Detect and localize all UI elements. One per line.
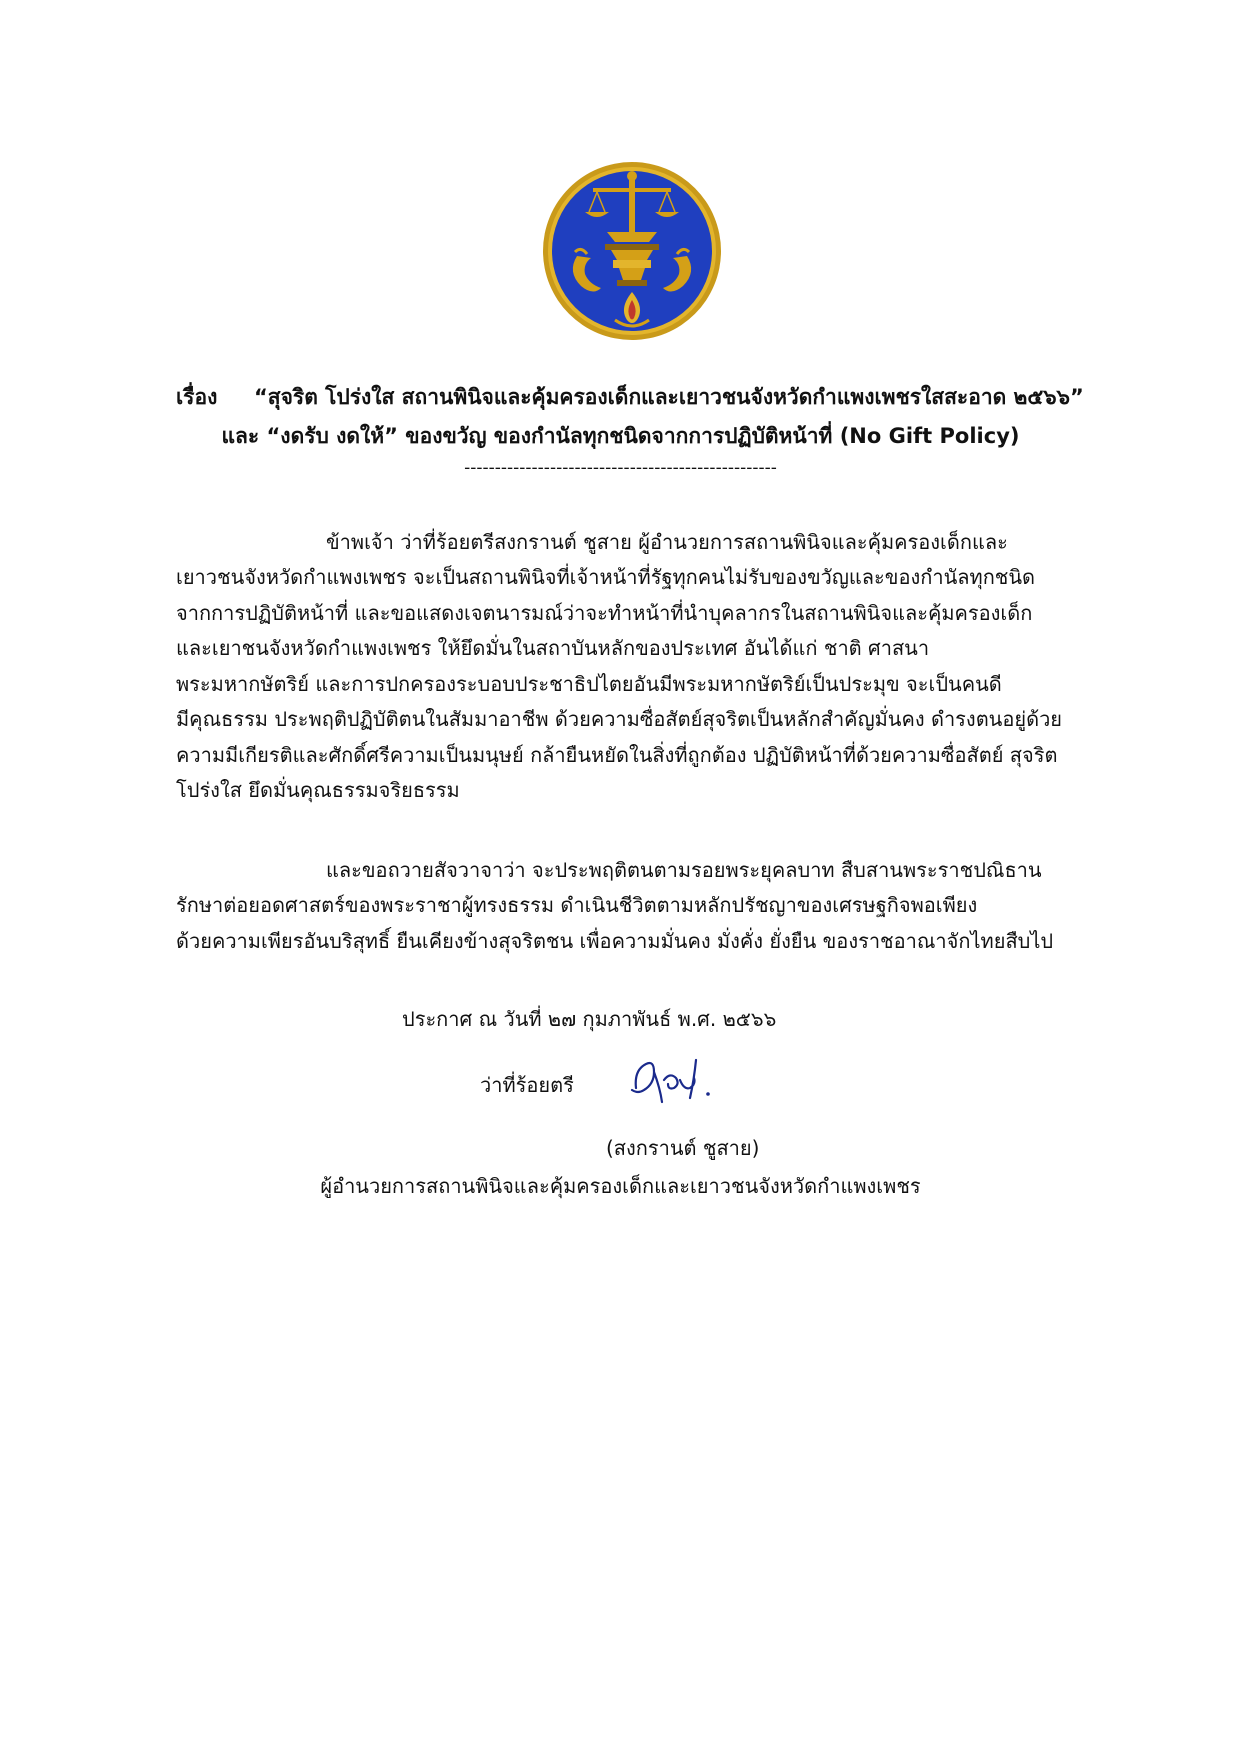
paragraph-2-line: ด้วยความเพียรอันบริสุทธิ์ ยืนเคียงข้างสุจริตชน เพื่อความมั่นคง มั่งคั่ง ยั่งยืน ของราชอาณาจักไทยสืบไป — [176, 929, 1054, 953]
paragraph-2-line: รักษาต่อยอดศาสตร์ของพระราชาผู้ทรงธรรม ดำเนินชีวิตตามหลักปรัชญาของเศรษฐกิจพอเพียง — [176, 893, 978, 917]
ministry-seal-emblem — [541, 160, 723, 342]
subject-title-line-2: และ “งดรับ งดให้” ของขวัญ ของกำนัลทุกชนิดจากการปฏิบัติหน้าที่ (No Gift Policy) — [221, 424, 1020, 448]
paragraph-2-line: และขอถวายสัจวาจาว่า จะประพฤติตนตามรอยพระยุคลบาท สืบสานพระราชปณิธาน — [326, 858, 1042, 882]
signer-name: (สงกรานต์ ชูสาย) — [606, 1136, 760, 1160]
paragraph-1-line: ความมีเกียรติและศักดิ์ศรีความเป็นมนุษย์ กล้ายืนหยัดในสิ่งที่ถูกต้อง ปฏิบัติหน้าที่ด้วยความซื่อสัตย์ สุจริต — [176, 743, 1058, 767]
paragraph-1-line: ข้าพเจ้า ว่าที่ร้อยตรีสงกรานต์ ชูสาย ผู้อำนวยการสถานพินิจและคุ้มครองเด็กและ — [326, 530, 1008, 554]
paragraph-1-line: เยาวชนจังหวัดกำแพงเพชร จะเป็นสถานพินิจที่เจ้าหน้าที่รัฐทุกคนไม่รับของขวัญและของกำนัลทุกชนิด — [176, 565, 1036, 589]
paragraph-1-line: โปร่งใส ยึดมั่นคุณธรรมจริยธรรม — [176, 778, 460, 802]
announcement-date: ประกาศ ณ วันที่ ๒๗ กุมภาพันธ์ พ.ศ. ๒๕๖๖ — [402, 1007, 777, 1031]
paragraph-1-line: มีคุณธรรม ประพฤติปฏิบัติตนในสัมมาอาชีพ ด้วยความซื่อสัตย์สุจริตเป็นหลักสำคัญมั่นคง ดำรงตนอยู่ด้วย — [176, 707, 1063, 731]
signer-rank: ว่าที่ร้อยตรี — [480, 1073, 574, 1097]
handwritten-signature — [624, 1050, 734, 1110]
paragraph-1-line: และเยาชนจังหวัดกำแพงเพชร ให้ยึดมั่นในสถาบันหลักของประเทศ อันได้แก่ ชาติ ศาสนา — [176, 636, 930, 660]
signer-position: ผู้อำนวยการสถานพินิจและคุ้มครองเด็กและเยาวชนจังหวัดกำแพงเพชร — [320, 1174, 921, 1198]
subject-label: เรื่อง — [176, 385, 218, 409]
paragraph-1-line: จากการปฏิบัติหน้าที่ และขอแสดงเจตนารมณ์ว่าจะทำหน้าที่นำบุคลากรในสถานพินิจและคุ้มครองเด็ก — [176, 601, 1033, 625]
subject-title-line-1: “สุจริต โปร่งใส สถานพินิจและคุ้มครองเด็กและเยาวชนจังหวัดกำแพงเพชรใสสะอาด ๒๕๖๖” — [254, 385, 1084, 409]
divider-line: --------------------------------------------------- — [464, 458, 777, 478]
paragraph-1-line: พระมหากษัตริย์ และการปกครองระบอบประชาธิปไตยอันมีพระมหากษัตริย์เป็นประมุข จะเป็นคนดี — [176, 672, 1002, 696]
